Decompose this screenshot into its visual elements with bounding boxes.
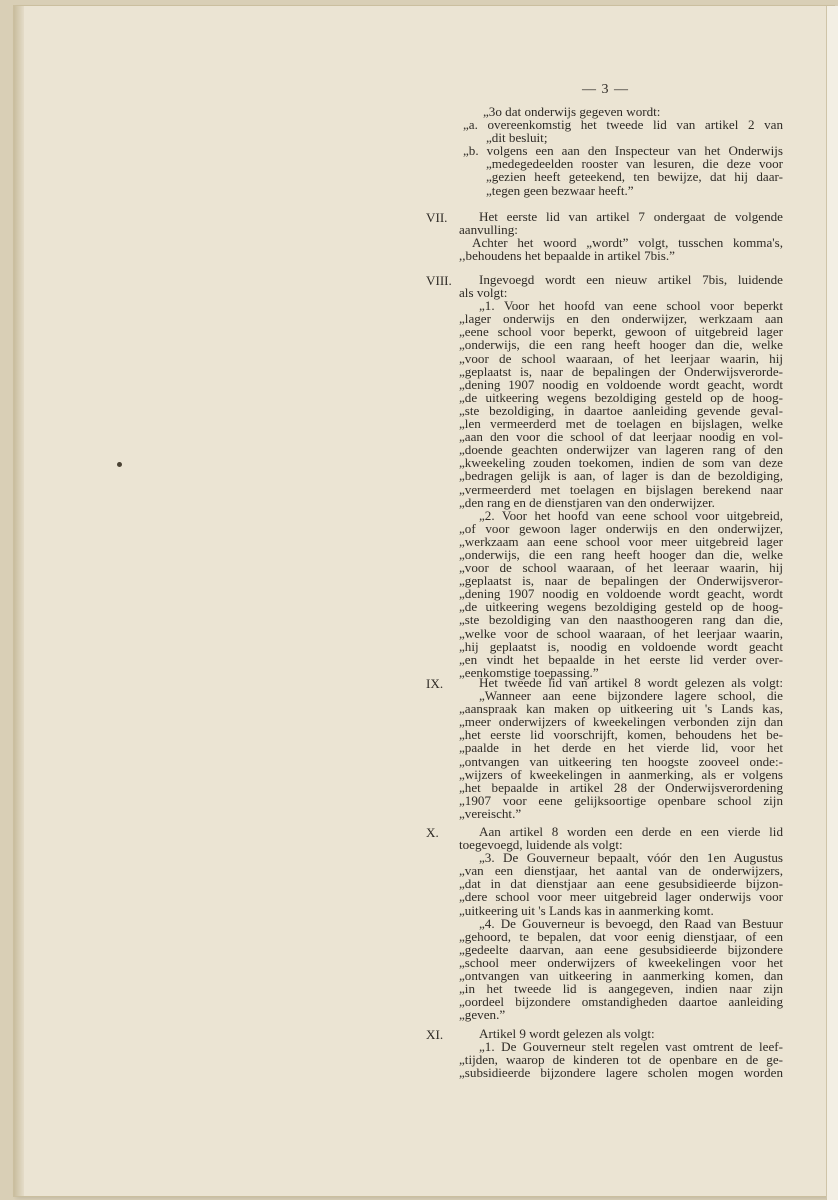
text-line: „paalde in het derde en het vierde lid, voor het: [459, 740, 783, 756]
text-line: „tegen geen bezwaar heeft.”: [486, 182, 634, 198]
text-line: „den rang en de dienstjaren van den onderwijzer.: [459, 494, 715, 510]
text-line: toegevoegd, luidende als volgt:: [459, 837, 623, 853]
text-line: Ingevoegd wordt een nieuw artikel 7bis, luidende: [479, 272, 783, 287]
text-line: ,,behoudens het bepaalde in artikel 7bis.”: [459, 248, 675, 264]
text-line: „school meer onderwijzers of kweekelingen voor het: [459, 954, 783, 970]
text-line: „dat in dat dienstjaar aan eene gesubsidieerde bijzon-: [459, 876, 783, 892]
text-line: „in het tweede lid is aangegeven, indien naar zijn: [459, 981, 783, 997]
text-line: „1. Voor het hoofd van eene school voor beperkt: [479, 298, 783, 314]
text-line: „oordeel bijzondere omstandigheden daartoe aanleiding: [459, 994, 783, 1010]
text-line: „de uitkeering wegens bezoldiging gesteld op de hoog-: [459, 389, 783, 405]
text-line: „onderwijs, die een rang heeft hooger dan die, welke: [459, 337, 783, 353]
text-line: „aanspraak kan maken op uitkeering uit 's Lands kas,: [459, 701, 783, 717]
section-viii-body: [459, 273, 783, 679]
text-line: Artikel 9 wordt gelezen als volgt:: [479, 1026, 655, 1041]
text-line: „welke voor de school waaraan, of het leerjaar waarin,: [459, 625, 783, 641]
text-line: Aan artikel 8 worden een derde en een vierde lid: [479, 824, 783, 839]
text-line: „het eerste lid voorschrijft, komen, behoudens het be-: [459, 727, 783, 743]
text-line: „dit besluit;: [486, 130, 548, 146]
text-line: Achter het woord „wordt” volgt, tusschen komma's,: [472, 235, 783, 251]
text-line: „eenkomstige toepassing.”: [459, 664, 599, 680]
text-line: „wijzers of kweekelingen in aanmerking, als er volgens: [459, 766, 783, 782]
text-line: „of voor gewoon lager onderwijs en den onderwijzer,: [459, 520, 783, 536]
page-fold-shadow: [14, 6, 24, 1196]
section-xi-body: [459, 1027, 783, 1079]
text-line: „1. De Gouverneur stelt regelen vast omtrent de leef-: [479, 1039, 783, 1055]
text-line: „tijden, waarop de kinderen tot de openbare en de ge-: [459, 1052, 783, 1068]
text-line: „subsidieerde bijzondere lagere scholen mogen worden: [459, 1065, 783, 1081]
text-line: Het tweede lid van artikel 8 wordt gelezen als volgt:: [479, 675, 783, 690]
section-number-viii: VIII.: [426, 273, 452, 288]
text-line: „lager onderwijs en den onderwijzer, werkzaam aan: [459, 311, 783, 327]
text-line: als volgt:: [459, 285, 508, 301]
text-line: „van een dienstjaar, het aantal van de onderwijzers,: [459, 863, 783, 879]
text-line: „Wanneer aan eene bijzondere lagere school, die: [479, 688, 783, 704]
text-line: „2. Voor het hoofd van eene school voor uitgebreid,: [479, 507, 783, 523]
text-line: „voor de school waaraan, of het leeraar waarin, hij: [459, 560, 783, 576]
text-line: „dere school voor meer uitgebreid lager onderwijs voor: [459, 889, 783, 905]
section-number-ix: IX.: [426, 676, 444, 691]
text-line: „ontvangen van uitkeering in aanmerking komen, dan: [459, 968, 783, 984]
page-right-edge: [826, 6, 838, 1200]
section-number-xi: XI.: [426, 1027, 444, 1042]
text-line: „eene school voor beperkt, gewoon of uitgebreid lager: [459, 324, 783, 340]
text-line: „gehoord, te bepalen, dat voor eenig dienstjaar, of een: [459, 928, 783, 944]
text-line: „dening 1907 noodig en voldoende wordt geacht, wordt: [459, 586, 783, 602]
text-line: „b. volgens een aan den Inspecteur van het Onderwijs: [463, 143, 783, 159]
text-line: „doende geachten onderwijzer van lageren rang of den: [459, 442, 783, 458]
text-line: „hij geplaatst is, noodig en voldoende wordt geacht: [459, 638, 783, 654]
text-line: „vermeerderd met toelagen en bijslagen berekend naar: [459, 481, 783, 497]
text-line: „en vindt het bepaalde in het eerste lid verder over-: [459, 651, 783, 667]
block-continuation: [463, 105, 783, 197]
section-ix-body: [459, 676, 783, 820]
text-line: „geplaatst is, naar de bepalingen der Onderwijsverorde-: [459, 363, 783, 379]
text-line: „kweekeling zouden toekomen, indien de som van deze: [459, 455, 783, 471]
text-line: „aan den voor die school of dat leerjaar noodig en vol-: [459, 429, 783, 445]
text-line: Het eerste lid van artikel 7 ondergaat de volgende: [479, 209, 783, 224]
text-line: „bedragen gelijk is aan, of lager is dan de bezoldiging,: [459, 468, 783, 484]
text-line: „werkzaam aan eene school voor meer uitgebreid lager: [459, 533, 783, 549]
text-line: „de uitkeering wegens bezoldiging gesteld op de hoog-: [459, 599, 783, 615]
text-line: „het bepaalde in artikel 28 der Onderwijsverordening: [459, 779, 783, 795]
text-line: „4. De Gouverneur is bevoegd, den Raad van Bestuur: [479, 915, 783, 931]
text-line: „3o dat onderwijs gegeven wordt:: [483, 104, 661, 119]
text-line: „vereischt.”: [459, 805, 522, 821]
text-line: „dening 1907 noodig en voldoende wordt geacht, wordt: [459, 376, 783, 392]
text-line: „geplaatst is, naar de bepalingen der Onderwijsveror-: [459, 573, 783, 589]
text-line: „meer onderwijzers of kweekelingen verbonden zijn dan: [459, 714, 783, 730]
text-line: „ste bezoldiging van den naasthoogeren rang dan die,: [459, 612, 783, 628]
text-line: „voor de school waaraan, of het leerjaar waarin, hij: [459, 350, 783, 366]
section-number-vii: VII.: [426, 210, 448, 225]
page-number: — 3 —: [582, 82, 629, 97]
text-line: „uitkeering uit 's Lands kas in aanmerking komt.: [459, 902, 714, 918]
text-line: „medegedeelden rooster van lesuren, die deze voor: [486, 156, 783, 172]
text-line: „gezien heeft geteekend, ten bewijze, dat hij daar-: [486, 169, 783, 185]
section-vii-body: [459, 210, 783, 262]
text-line: „3. De Gouverneur bepaalt, vóór den 1en Augustus: [479, 850, 783, 866]
section-x-body: [459, 825, 783, 1021]
text-line: „gedeelte daarvan, aan eene gesubsidieerde bijzondere: [459, 941, 783, 957]
text-line: „onderwijs, die een rang heeft hooger dan die, welke: [459, 546, 783, 562]
text-line: „1907 voor eene gelijksoortige openbare school zijn: [459, 792, 783, 808]
text-line: „a. overeenkomstig het tweede lid van artikel 2 van: [463, 117, 783, 133]
text-line: aanvulling:: [459, 222, 518, 238]
text-line: „ste bezoldiging, in daartoe aanleiding gevende geval-: [459, 402, 783, 418]
text-line: „geven.”: [459, 1007, 506, 1023]
text-line: „len vermeerderd met de toelagen en bijslagen, welke: [459, 416, 783, 432]
ink-speck: [117, 462, 122, 467]
section-number-x: X.: [426, 825, 439, 840]
text-line: „ontvangen van uitkeering ten hoogste zooveel onde:-: [459, 753, 783, 769]
